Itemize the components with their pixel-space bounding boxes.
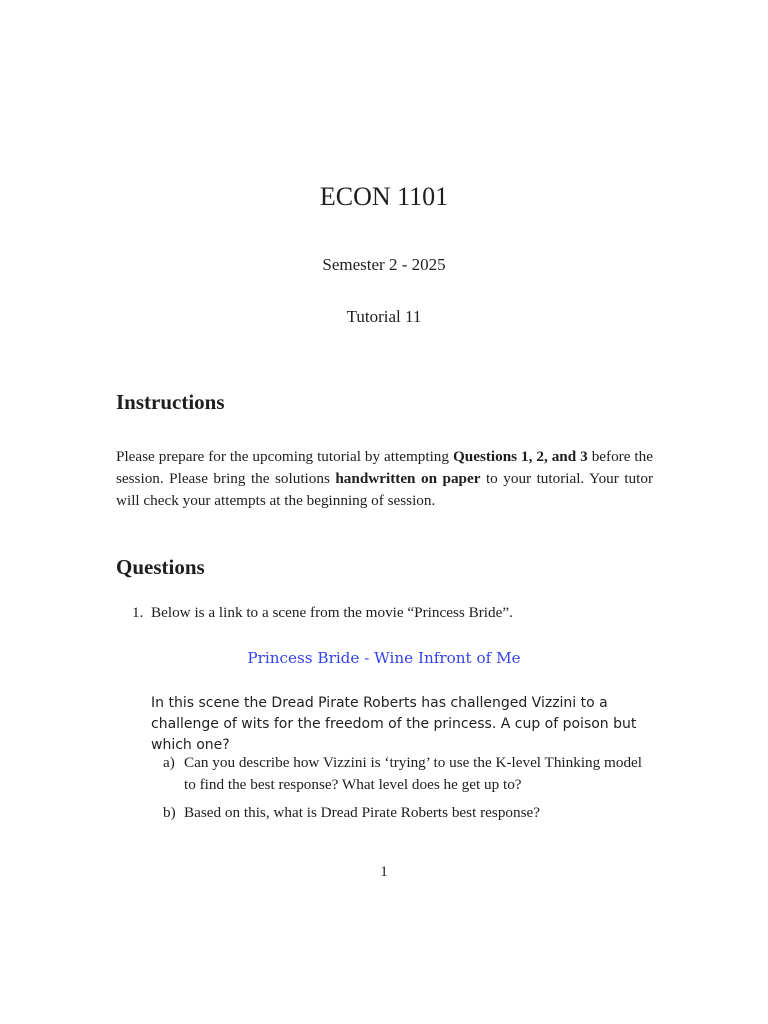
tutorial-label: Tutorial 11 bbox=[346, 307, 422, 326]
sub-question-text: Based on this, what is Dread Pirate Roberts best response? bbox=[184, 804, 540, 821]
question-intro: Below is a link to a scene from the movie “Princess Bride”. bbox=[151, 604, 513, 621]
question-description: In this scene the Dread Pirate Roberts has challenged Vizzini to a challenge of wits for the freedom of the princess. A cup of poison but which one? bbox=[151, 695, 637, 753]
semester-label: Semester 2 - 2025 bbox=[322, 255, 446, 274]
sub-question-label: a) bbox=[163, 754, 175, 771]
instructions-text-1: Please prepare for the upcoming tutorial by attempting bbox=[116, 448, 453, 465]
instructions-bold-questions: Questions 1, 2, and 3 bbox=[452, 448, 588, 465]
sub-question bbox=[163, 752, 653, 796]
questions-heading: Questions bbox=[116, 555, 205, 579]
instructions-paragraph bbox=[116, 446, 653, 512]
sub-question bbox=[163, 802, 653, 824]
instructions-text-3: to your tutorial. Your tutor will check your attempts at the beginning of session. bbox=[116, 470, 653, 509]
sub-question-text: Can you describe how Vizzini is ‘trying’ to use the K-level Thinking model to find the best response? What level does he get up to? bbox=[184, 754, 642, 793]
instructions-heading: Instructions bbox=[116, 390, 225, 414]
document-title: ECON 1101 bbox=[319, 182, 449, 211]
question-number: 1. bbox=[132, 604, 144, 621]
video-link[interactable]: Princess Bride - Wine Infront of Me bbox=[247, 649, 521, 667]
page-number: 1 bbox=[380, 864, 388, 880]
instructions-bold-handwritten: handwritten on paper bbox=[335, 470, 481, 487]
instructions-text-2: before the session. Please bring the solutions bbox=[116, 448, 653, 487]
sub-question-label: b) bbox=[163, 804, 176, 821]
